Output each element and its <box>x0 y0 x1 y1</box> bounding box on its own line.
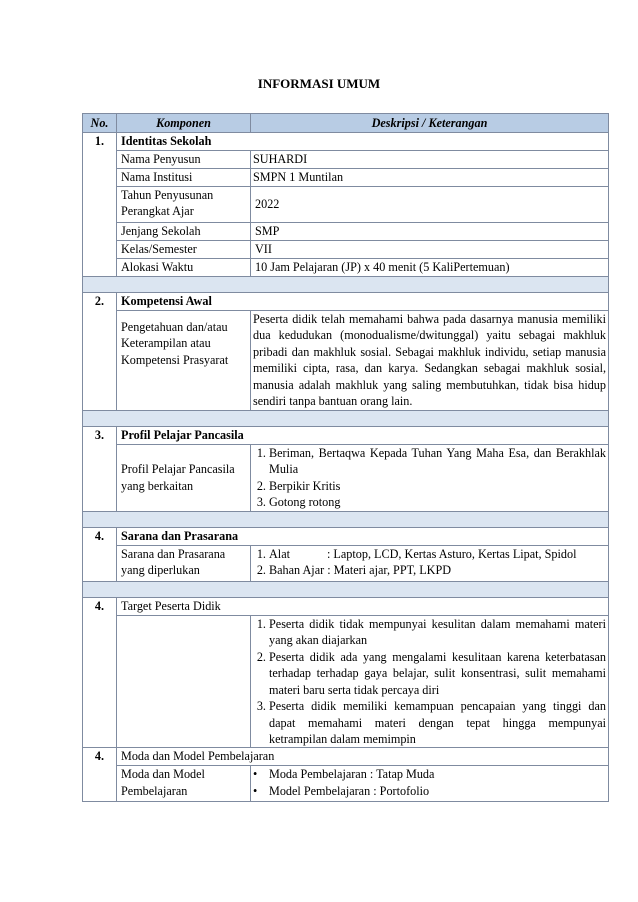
list-item: 3. Gotong rotong <box>269 494 606 510</box>
row-label: Profil Pelajar Pancasila yang berkaitan <box>117 444 251 511</box>
row-value <box>251 444 609 511</box>
list-item <box>269 546 606 562</box>
list-item: 2. Berpikir Kritis <box>269 478 606 494</box>
row-label: Alokasi Waktu <box>117 259 251 277</box>
row-label: Sarana dan Prasarana yang diperlukan <box>117 545 251 581</box>
header-komponen: Komponen <box>117 114 251 133</box>
row-value: Peserta didik telah memahami bahwa pada dasarnya manusia memiliki dua kedudukan (monodualisme/dwitunggal) yaitu sebagai makhluk pribadi dan makhluk sosial. Sebagai makhluk individu, setiap manusia memiliki cipta, rasa, dan karya. Sedangkan sebagai makhluk sosial, manusia adalah makhluk yang saling membutuhkan, tidak bisa hidup sendiri tanpa bantuan orang lain. <box>251 311 609 411</box>
row-label: Kelas/Semester <box>117 241 251 259</box>
table-row <box>83 766 609 802</box>
list-item: 3. Peserta didik memiliki kemampuan pencapaian yang tinggi dan dapat memahami materi dengan tepat hingga mempunyai ketrampilan dalam memimpin <box>269 698 606 747</box>
row-label: Tahun Penyusunan Perangkat Ajar <box>117 187 251 223</box>
section-sarana-header <box>83 527 609 545</box>
page-title: INFORMASI UMUM <box>257 76 381 91</box>
table-row <box>83 545 609 581</box>
row-label: Nama Institusi <box>117 169 251 187</box>
table-row <box>83 311 609 411</box>
section-title: Sarana dan Prasarana <box>117 527 609 545</box>
list-item: 2. Peserta didik ada yang mengalami kesulitaan karena keterbatasan terhadap terhadap gaya belajar, sulit konsentrasi, sulit memahami materi baru serta tidak percaya diri <box>269 649 606 698</box>
section-title: Kompetensi Awal <box>117 293 609 311</box>
list-item: • Model Pembelajaran : Portofolio <box>269 783 608 799</box>
row-label: Jenjang Sekolah <box>117 223 251 241</box>
row-value <box>251 766 609 802</box>
table-row <box>83 223 609 241</box>
section-number: 2. <box>83 293 117 411</box>
table-row <box>83 241 609 259</box>
row-value: SMP <box>251 223 609 241</box>
info-table <box>82 113 609 802</box>
section-separator <box>83 581 609 597</box>
row-value: SUHARDI <box>251 151 609 169</box>
profil-list <box>251 445 608 511</box>
section-title: Moda dan Model Pembelajaran <box>117 748 609 766</box>
section-moda-header <box>83 748 609 766</box>
row-label: Pengetahuan dan/atau Keterampilan atau Kompetensi Prasyarat <box>117 311 251 411</box>
section-target-header <box>83 597 609 615</box>
sarana-list <box>251 546 608 579</box>
section-kompetensi-header <box>83 293 609 311</box>
section-profil-header <box>83 426 609 444</box>
section-title: Profil Pelajar Pancasila <box>117 426 609 444</box>
alat-label: Alat <box>269 546 290 561</box>
section-number: 3. <box>83 426 117 511</box>
moda-list <box>251 766 608 799</box>
section-identitas-header <box>83 133 609 151</box>
section-number: 4. <box>83 748 117 802</box>
list-item: 2. Bahan Ajar : Materi ajar, PPT, LKPD <box>269 562 606 578</box>
alat-value: : Laptop, LCD, Kertas Asturo, Kertas Lipat, Spidol <box>327 546 577 561</box>
row-value <box>251 545 609 581</box>
table-row <box>83 169 609 187</box>
section-number: 4. <box>83 597 117 748</box>
row-value: 10 Jam Pelajaran (JP) x 40 menit (5 KaliPertemuan) <box>251 259 609 277</box>
table-row <box>83 259 609 277</box>
row-label: Nama Penyusun <box>117 151 251 169</box>
table-row <box>83 187 609 223</box>
section-separator <box>83 511 609 527</box>
section-number: 4. <box>83 527 117 581</box>
row-value: 2022 <box>251 187 609 223</box>
row-label: Moda dan Model Pembelajaran <box>117 766 251 802</box>
section-number: 1. <box>83 133 117 277</box>
table-header-row <box>83 114 609 133</box>
target-list <box>251 616 608 748</box>
list-item: 1. Beriman, Bertaqwa Kepada Tuhan Yang Maha Esa, dan Berakhlak Mulia <box>269 445 606 478</box>
section-separator <box>83 277 609 293</box>
row-value: SMPN 1 Muntilan <box>251 169 609 187</box>
header-no: No. <box>83 114 117 133</box>
table-row <box>83 615 609 748</box>
table-row <box>83 151 609 169</box>
header-deskripsi: Deskripsi / Keterangan <box>251 114 609 133</box>
list-item: • Moda Pembelajaran : Tatap Muda <box>269 766 608 782</box>
row-label <box>117 615 251 748</box>
section-title: Identitas Sekolah <box>117 133 609 151</box>
section-title: Target Peserta Didik <box>117 597 609 615</box>
table-row <box>83 444 609 511</box>
list-item: 1. Peserta didik tidak mempunyai kesulitan dalam memahami materi yang akan diajarkan <box>269 616 606 649</box>
row-value <box>251 615 609 748</box>
row-value: VII <box>251 241 609 259</box>
section-separator <box>83 410 609 426</box>
